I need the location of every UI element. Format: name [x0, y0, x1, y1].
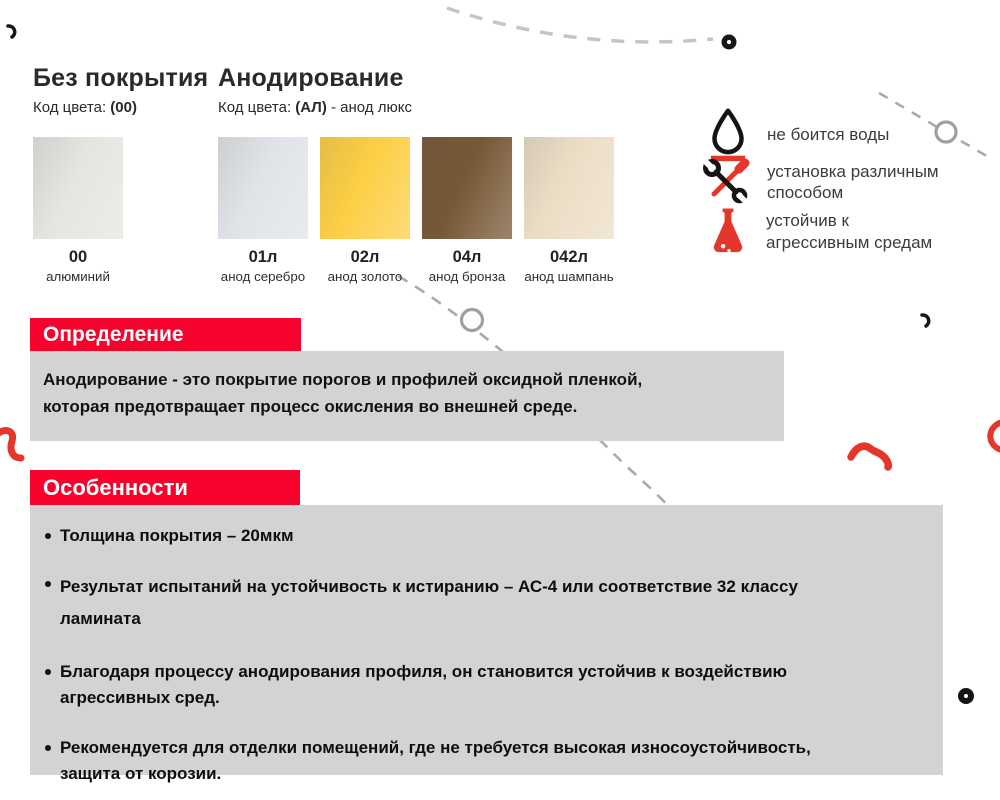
bullet-text: Благодаря процессу анодирования профиля, он становится устойчив к воздействию агрессивных сред.	[60, 662, 788, 707]
swatch-name: алюминий	[46, 269, 110, 284]
color-swatch	[218, 137, 308, 239]
outline-circle-middle	[462, 310, 483, 331]
swatch-name: анод серебро	[220, 269, 306, 284]
benefit-label: не боится воды	[767, 125, 890, 145]
flask-icon	[706, 206, 750, 257]
code-suffix: - анод люкс	[331, 99, 412, 116]
swatch-col-02l	[320, 137, 410, 284]
bullet-dot	[45, 581, 51, 587]
swatch-code: 02л	[350, 248, 380, 266]
bullet-text: Результат испытаний на устойчивость к истиранию – АС-4 или соответствие 32 классу ламината	[60, 577, 798, 628]
bullet-text: Толщина покрытия – 20мкм	[60, 526, 294, 545]
swatch-col-042l	[524, 137, 614, 284]
benefit-label: установка различным способом	[767, 161, 939, 202]
anodizing-header	[218, 64, 412, 116]
feature-bullet	[45, 735, 943, 787]
feature-bullet	[45, 523, 943, 549]
benefit-installation	[701, 158, 957, 206]
comma-mark-top-left	[8, 26, 15, 37]
code-value: (АЛ)	[295, 99, 327, 116]
no-coating-header	[33, 64, 208, 116]
no-coating-title: Без покрытия	[33, 64, 209, 92]
donut-dot-bottom-right	[961, 691, 971, 701]
dashed-arc-top	[447, 8, 713, 42]
color-swatch	[33, 137, 123, 239]
benefit-label: устойчив к агрессивным средам	[766, 211, 933, 252]
color-swatch	[422, 137, 512, 239]
tools-icon	[701, 158, 751, 206]
features-banner	[30, 470, 300, 505]
swatch-col-00	[33, 137, 123, 284]
swatch-name: анод золото	[327, 269, 403, 284]
bullet-dot	[45, 533, 51, 539]
definition-box	[30, 351, 784, 441]
benefit-chemical	[706, 206, 946, 257]
water-drop-icon	[705, 108, 751, 162]
definition-heading: Определение	[43, 322, 184, 346]
feature-bullet	[45, 571, 943, 635]
anodizing-title: Анодирование	[218, 64, 404, 92]
color-swatch	[320, 137, 410, 239]
definition-banner	[30, 318, 301, 351]
donut-dot-top	[724, 37, 734, 47]
red-squiggle-right	[851, 446, 888, 467]
code-prefix: Код цвета:	[218, 99, 292, 116]
swatch-code: 04л	[452, 248, 482, 266]
comma-mark-right	[922, 315, 929, 326]
swatch-code: 042л	[549, 248, 588, 266]
no-coating-code-line	[33, 99, 208, 116]
definition-text: Анодирование - это покрытие порогов и профилей оксидной пленкой, которая предотвращает процесс окисления во внешней среде.	[43, 370, 643, 417]
swatch-col-01l	[218, 137, 308, 284]
code-value: (00)	[110, 99, 137, 116]
color-swatch	[524, 137, 614, 239]
anodizing-code-line	[218, 99, 412, 116]
swatch-code: 01л	[248, 248, 278, 266]
swatch-name: анод шампань	[524, 269, 614, 284]
bullet-text: Рекомендуется для отделки помещений, где не требуется высокая износоустойчивость, защита от корозии.	[60, 738, 811, 783]
red-arc-right-edge	[990, 422, 1000, 450]
swatch-col-04l	[422, 137, 512, 284]
swatch-code: 00	[68, 248, 88, 266]
code-prefix: Код цвета:	[33, 99, 107, 116]
swatch-name: анод бронза	[428, 269, 506, 284]
red-squiggle-left	[0, 430, 21, 458]
feature-bullet	[45, 659, 943, 711]
bullet-dot	[45, 669, 51, 675]
features-heading: Особенности	[43, 474, 188, 500]
bullet-dot	[45, 745, 51, 751]
features-box	[30, 505, 943, 783]
benefit-water	[705, 108, 967, 162]
